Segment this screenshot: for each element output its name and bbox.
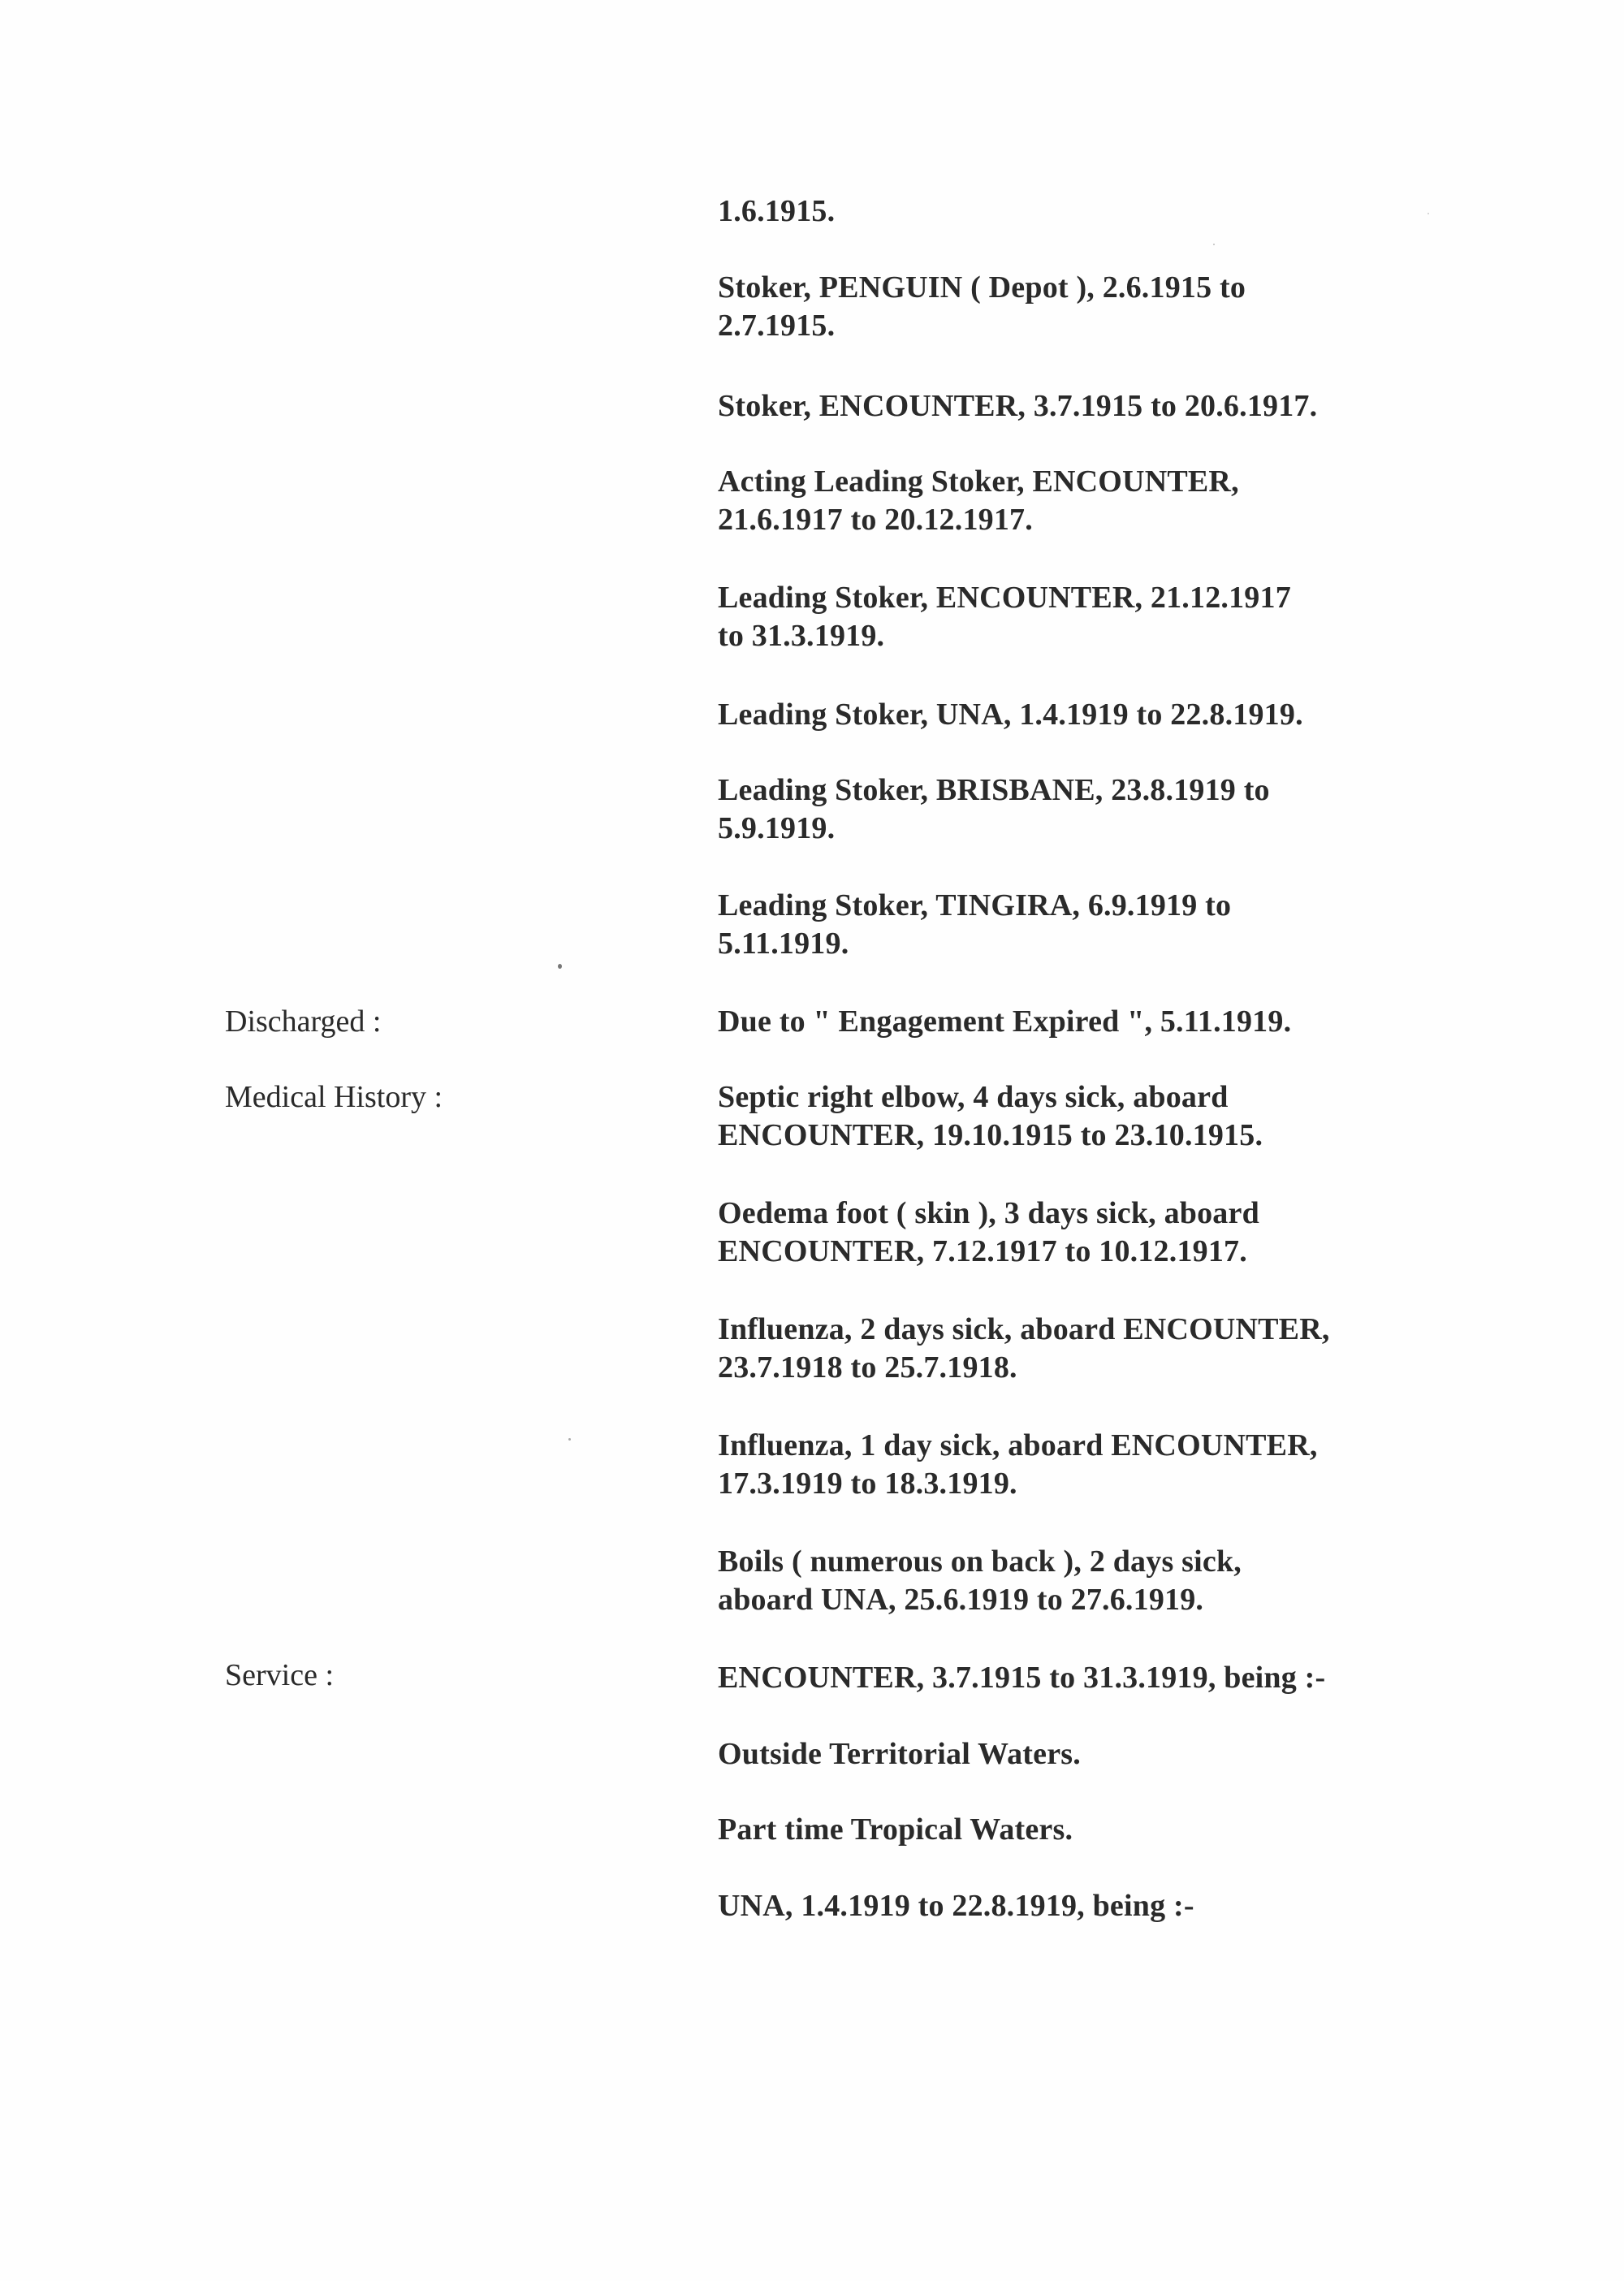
service-label: Service : bbox=[225, 1658, 335, 1692]
medical-history-entry: Influenza, 2 days sick, aboard ENCOUNTER, 23.7.1918 to 25.7.1918. bbox=[718, 1312, 1330, 1385]
medical-history-label: Medical History : bbox=[225, 1080, 443, 1114]
service-record-entry: Stoker, PENGUIN ( Depot ), 2.6.1915 to 2.7.1915. bbox=[718, 270, 1246, 343]
discharged-value: Due to " Engagement Expired ", 5.11.1919. bbox=[718, 1004, 1292, 1039]
scan-speck bbox=[1427, 213, 1429, 214]
discharged-label: Discharged : bbox=[225, 1004, 382, 1039]
medical-history-entry: Boils ( numerous on back ), 2 days sick, aboard UNA, 25.6.1919 to 27.6.1919. bbox=[718, 1544, 1242, 1617]
service-record-entry: Leading Stoker, BRISBANE, 23.8.1919 to 5.9.1919. bbox=[718, 773, 1270, 845]
service-record-entry: Stoker, ENCOUNTER, 3.7.1915 to 20.6.1917. bbox=[718, 389, 1318, 423]
service-record-entry: Acting Leading Stoker, ENCOUNTER, 21.6.1917 to 20.12.1917. bbox=[718, 464, 1239, 537]
service-record-entry: Leading Stoker, UNA, 1.4.1919 to 22.8.1919. bbox=[718, 698, 1303, 732]
scan-speck bbox=[558, 964, 562, 969]
service-record-entry: Leading Stoker, TINGIRA, 6.9.1919 to 5.11.1919. bbox=[718, 888, 1232, 961]
service-entry: Outside Territorial Waters. bbox=[718, 1737, 1081, 1771]
service-record-entry: 1.6.1915. bbox=[718, 194, 836, 228]
service-entry: UNA, 1.4.1919 to 22.8.1919, being :- bbox=[718, 1889, 1194, 1923]
medical-history-entry: Influenza, 1 day sick, aboard ENCOUNTER, 17.3.1919 to 18.3.1919. bbox=[718, 1428, 1318, 1501]
service-entry: ENCOUNTER, 3.7.1915 to 31.3.1919, being :- bbox=[718, 1661, 1326, 1695]
service-entry: Part time Tropical Waters. bbox=[718, 1812, 1073, 1847]
medical-history-entry: Septic right elbow, 4 days sick, aboard ENCOUNTER, 19.10.1915 to 23.10.1915. bbox=[718, 1080, 1263, 1152]
scan-speck bbox=[568, 1438, 571, 1441]
medical-history-entry: Oedema foot ( skin ), 3 days sick, aboard ENCOUNTER, 7.12.1917 to 10.12.1917. bbox=[718, 1196, 1259, 1268]
scan-speck bbox=[1213, 244, 1215, 245]
service-record-entry: Leading Stoker, ENCOUNTER, 21.12.1917 to 31.3.1919. bbox=[718, 581, 1291, 653]
